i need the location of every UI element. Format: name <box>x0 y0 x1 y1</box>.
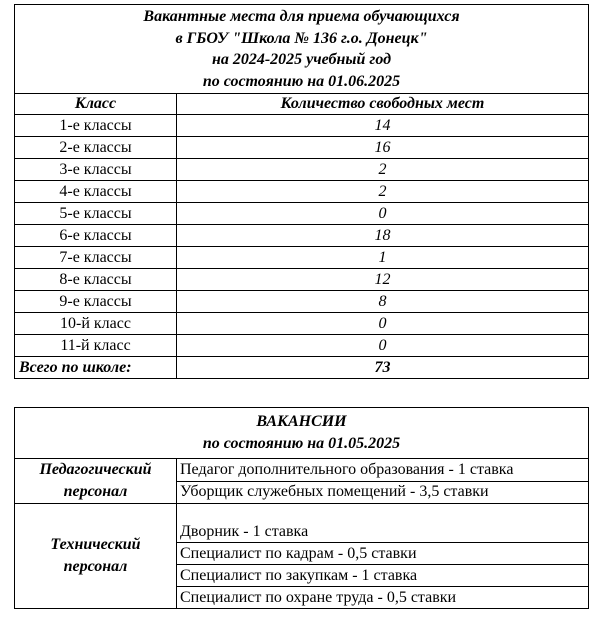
grade-cell: 3-е классы <box>15 159 177 181</box>
table-row <box>15 504 589 543</box>
table-row <box>15 225 589 247</box>
column-header-count: Количество свободных мест <box>177 94 589 115</box>
grade-cell: 7-е классы <box>15 247 177 269</box>
title-line-3: на 2024-2025 учебный год <box>211 51 392 68</box>
position-item: Дворник - 1 ставка <box>177 504 589 543</box>
student-vacancies-title <box>15 5 589 94</box>
staff-title-line-1: ВАКАНСИИ <box>256 413 347 430</box>
table-row <box>15 203 589 225</box>
title-line-1: Вакантные места для приема обучающихся <box>143 8 460 25</box>
count-cell: 14 <box>177 115 589 137</box>
count-cell: 8 <box>177 291 589 313</box>
technical-staff-label: Технический персонал <box>15 504 177 609</box>
grade-cell: 10-й класс <box>15 313 177 335</box>
position-item: Специалист по кадрам - 0,5 ставки <box>177 543 589 565</box>
table-row <box>15 335 589 357</box>
table-row <box>15 459 589 482</box>
count-cell: 18 <box>177 225 589 247</box>
student-vacancies-table <box>14 4 589 379</box>
position-item: Педагог дополнительного образования - 1 ставка <box>177 459 589 482</box>
table-row <box>15 137 589 159</box>
staff-vacancies-table <box>14 407 589 609</box>
count-cell: 0 <box>177 203 589 225</box>
grade-cell: 4-е классы <box>15 181 177 203</box>
table-row <box>15 181 589 203</box>
staff-title-line-2: по состоянию на 01.05.2025 <box>202 434 401 452</box>
title-line-2: в ГБОУ "Школа № 136 г.о. Донецк" <box>175 29 428 47</box>
total-value: 73 <box>177 357 589 379</box>
position-item: Специалист по закупкам - 1 ставка <box>177 565 589 587</box>
position-item: Специалист по охране труда - 0,5 ставки <box>177 587 589 609</box>
table-row <box>15 159 589 181</box>
pedagogical-staff-label: Педагогический персонал <box>15 459 177 504</box>
table-row <box>15 313 589 335</box>
count-cell: 0 <box>177 335 589 357</box>
grade-cell: 2-е классы <box>15 137 177 159</box>
count-cell: 12 <box>177 269 589 291</box>
table-row <box>15 291 589 313</box>
total-row <box>15 357 589 379</box>
grade-cell: 8-е классы <box>15 269 177 291</box>
count-cell: 0 <box>177 313 589 335</box>
grade-cell: 11-й класс <box>15 335 177 357</box>
count-cell: 2 <box>177 181 589 203</box>
count-cell: 2 <box>177 159 589 181</box>
grade-cell: 9-е классы <box>15 291 177 313</box>
table-row <box>15 269 589 291</box>
grade-cell: 1-е классы <box>15 115 177 137</box>
staff-vacancies-title <box>15 408 589 459</box>
column-header-grade: Класс <box>15 94 177 115</box>
grade-cell: 6-е классы <box>15 225 177 247</box>
title-line-4: по состоянию на 01.06.2025 <box>202 72 401 90</box>
count-cell: 1 <box>177 247 589 269</box>
table-row <box>15 115 589 137</box>
table-row <box>15 247 589 269</box>
total-label: Всего по школе: <box>15 357 177 379</box>
count-cell: 16 <box>177 137 589 159</box>
position-item: Уборщик служебных помещений - 3,5 ставки <box>177 481 589 504</box>
grade-cell: 5-е классы <box>15 203 177 225</box>
